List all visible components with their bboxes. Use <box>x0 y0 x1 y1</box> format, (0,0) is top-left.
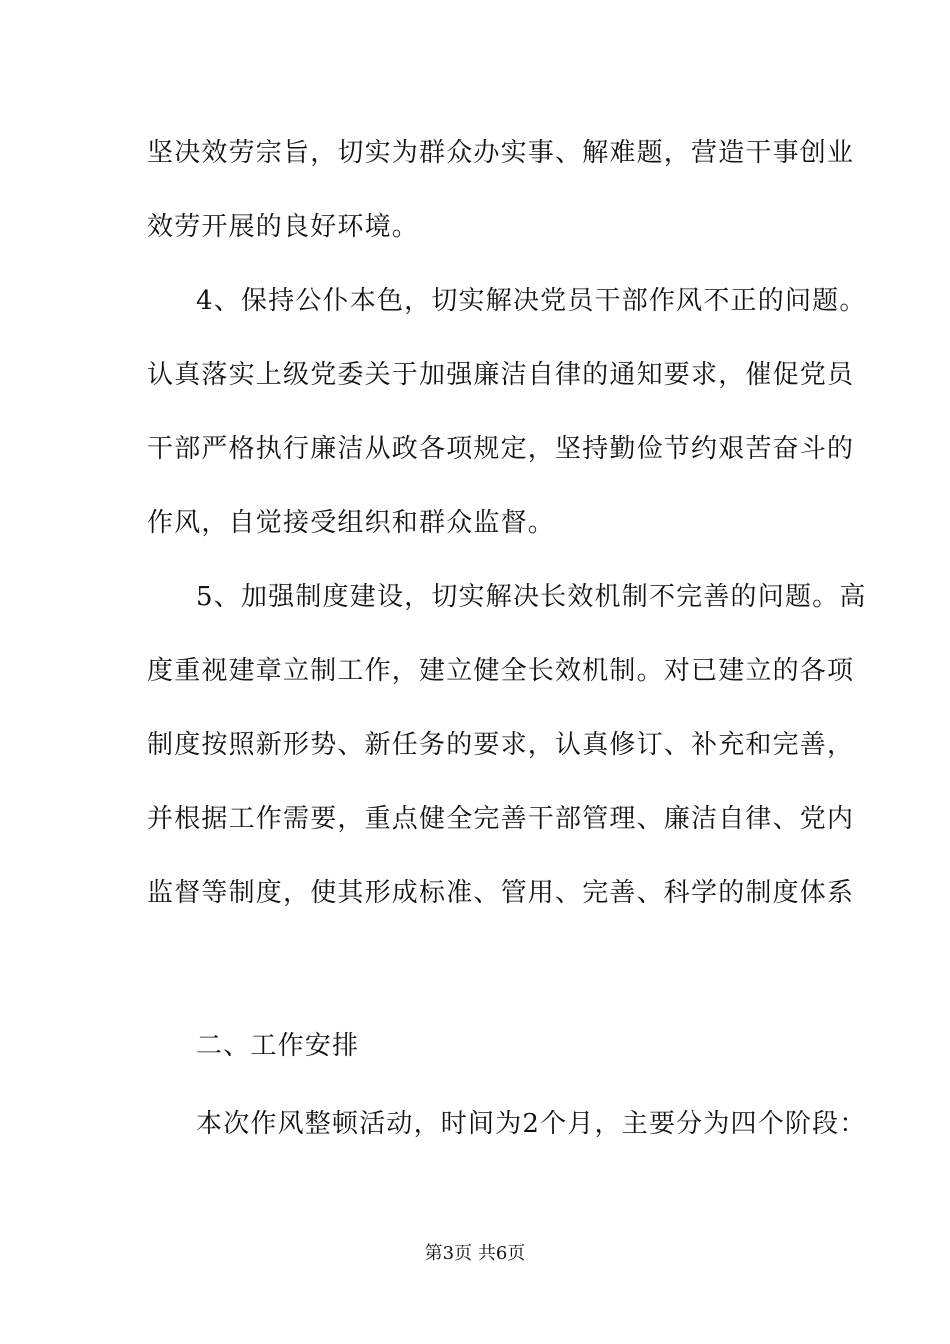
paragraph-line: 效劳开展的良好环境。 <box>147 212 420 242</box>
paragraph-line: 监督等制度，使其形成标准、管用、完善、科学的制度体系 <box>147 878 855 908</box>
paragraph-line: 坚决效劳宗旨，切实为群众办实事、解难题，营造干事创业 <box>147 138 855 168</box>
paragraph-line: 制度按照新形势、新任务的要求，认真修订、补充和完善， <box>147 730 855 760</box>
paragraph-line: 干部严格执行廉洁从政各项规定，坚持勤俭节约艰苦奋斗的 <box>147 434 855 464</box>
paragraph-line: 本次作风整顿活动，时间为2个月，主要分为四个阶段： <box>196 1109 867 1139</box>
section-heading: 二、工作安排 <box>196 1031 360 1061</box>
paragraph-line: 认真落实上级党委关于加强廉洁自律的通知要求，催促党员 <box>147 360 855 390</box>
paragraph-line: 5、加强制度建设，切实解决长效机制不完善的问题。高 <box>196 582 867 612</box>
paragraph-line: 4、保持公仆本色，切实解决党员干部作风不正的问题。 <box>196 286 867 316</box>
paragraph-line: 并根据工作需要，重点健全完善干部管理、廉洁自律、党内 <box>147 804 855 834</box>
page-number-footer: 第3页 共6页 <box>424 1243 526 1264</box>
paragraph-line: 度重视建章立制工作，建立健全长效机制。对已建立的各项 <box>147 656 855 686</box>
paragraph-line: 作风，自觉接受组织和群众监督。 <box>147 508 556 538</box>
